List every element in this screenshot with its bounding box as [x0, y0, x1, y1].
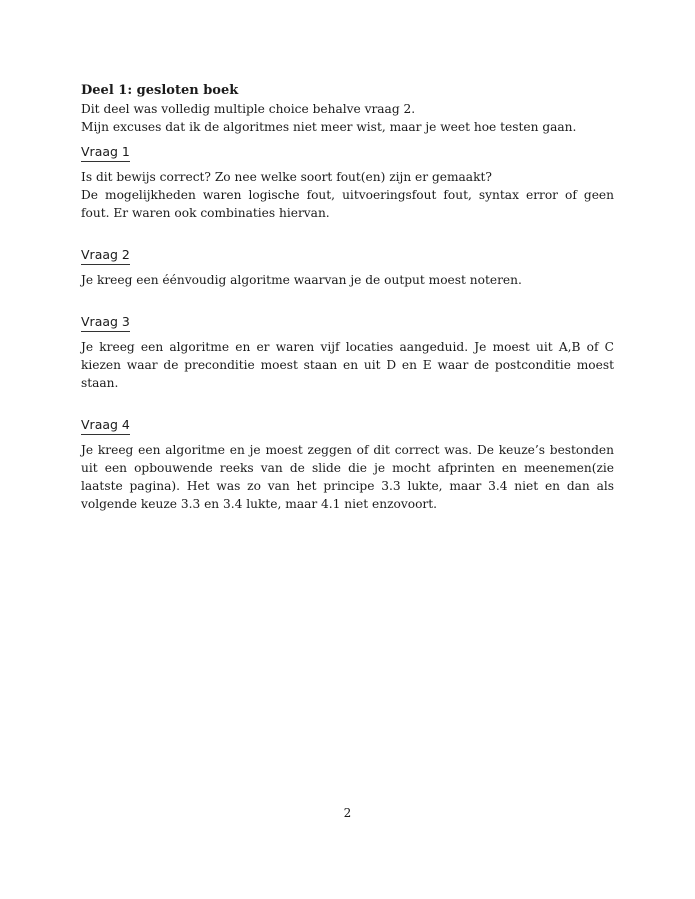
vraag-3-block: [81, 311, 614, 392]
section-title: Deel 1: gesloten boek: [81, 83, 239, 98]
vraag-1-line-1: Is dit bewijs correct? Zo nee welke soort fout(en) zijn er gemaakt?: [81, 170, 492, 184]
page-number: 2: [343, 806, 352, 820]
vraag-4-heading: Vraag 4: [81, 416, 130, 435]
vraag-1-block: [81, 141, 614, 222]
vraag-4-line-1: Je kreeg een algoritme en je moest zeggen of dit correct was. De keuze’s bestonden uit een opbouwende reeks van de slide die je mocht afprinten en meenemen(zie laatste pagina). Het was zo van het principe 3.3 lukte, maar 3.4 niet en dan als volgende keuze 3.3 en 3.4 lukte, maar 4.1 niet enzovoort.: [81, 443, 614, 511]
vraag-4-block: [81, 414, 614, 513]
vraag-3-line-1: Je kreeg een algoritme en er waren vijf locaties aangeduid. Je moest uit A,B of C kiezen waar de preconditie moest staan en uit D en E waar de postconditie moest staan.: [81, 340, 614, 390]
intro-line-2: Mijn excuses dat ik de algoritmes niet meer wist, maar je weet hoe testen gaan.: [81, 120, 577, 134]
vraag-1-line-2: De mogelijkheden waren logische fout, uitvoeringsfout fout, syntax error of geen fout. Er waren ook combinaties hiervan.: [81, 188, 614, 220]
vraag-2-heading: Vraag 2: [81, 246, 130, 265]
vraag-2-block: [81, 244, 614, 289]
vraag-1-heading: Vraag 1: [81, 143, 130, 162]
vraag-2-line-1: Je kreeg een éénvoudig algoritme waarvan je de output moest noteren.: [81, 273, 522, 287]
intro-line-1: Dit deel was volledig multiple choice behalve vraag 2.: [81, 102, 416, 116]
vraag-3-heading: Vraag 3: [81, 313, 130, 332]
page-content: [81, 82, 614, 513]
